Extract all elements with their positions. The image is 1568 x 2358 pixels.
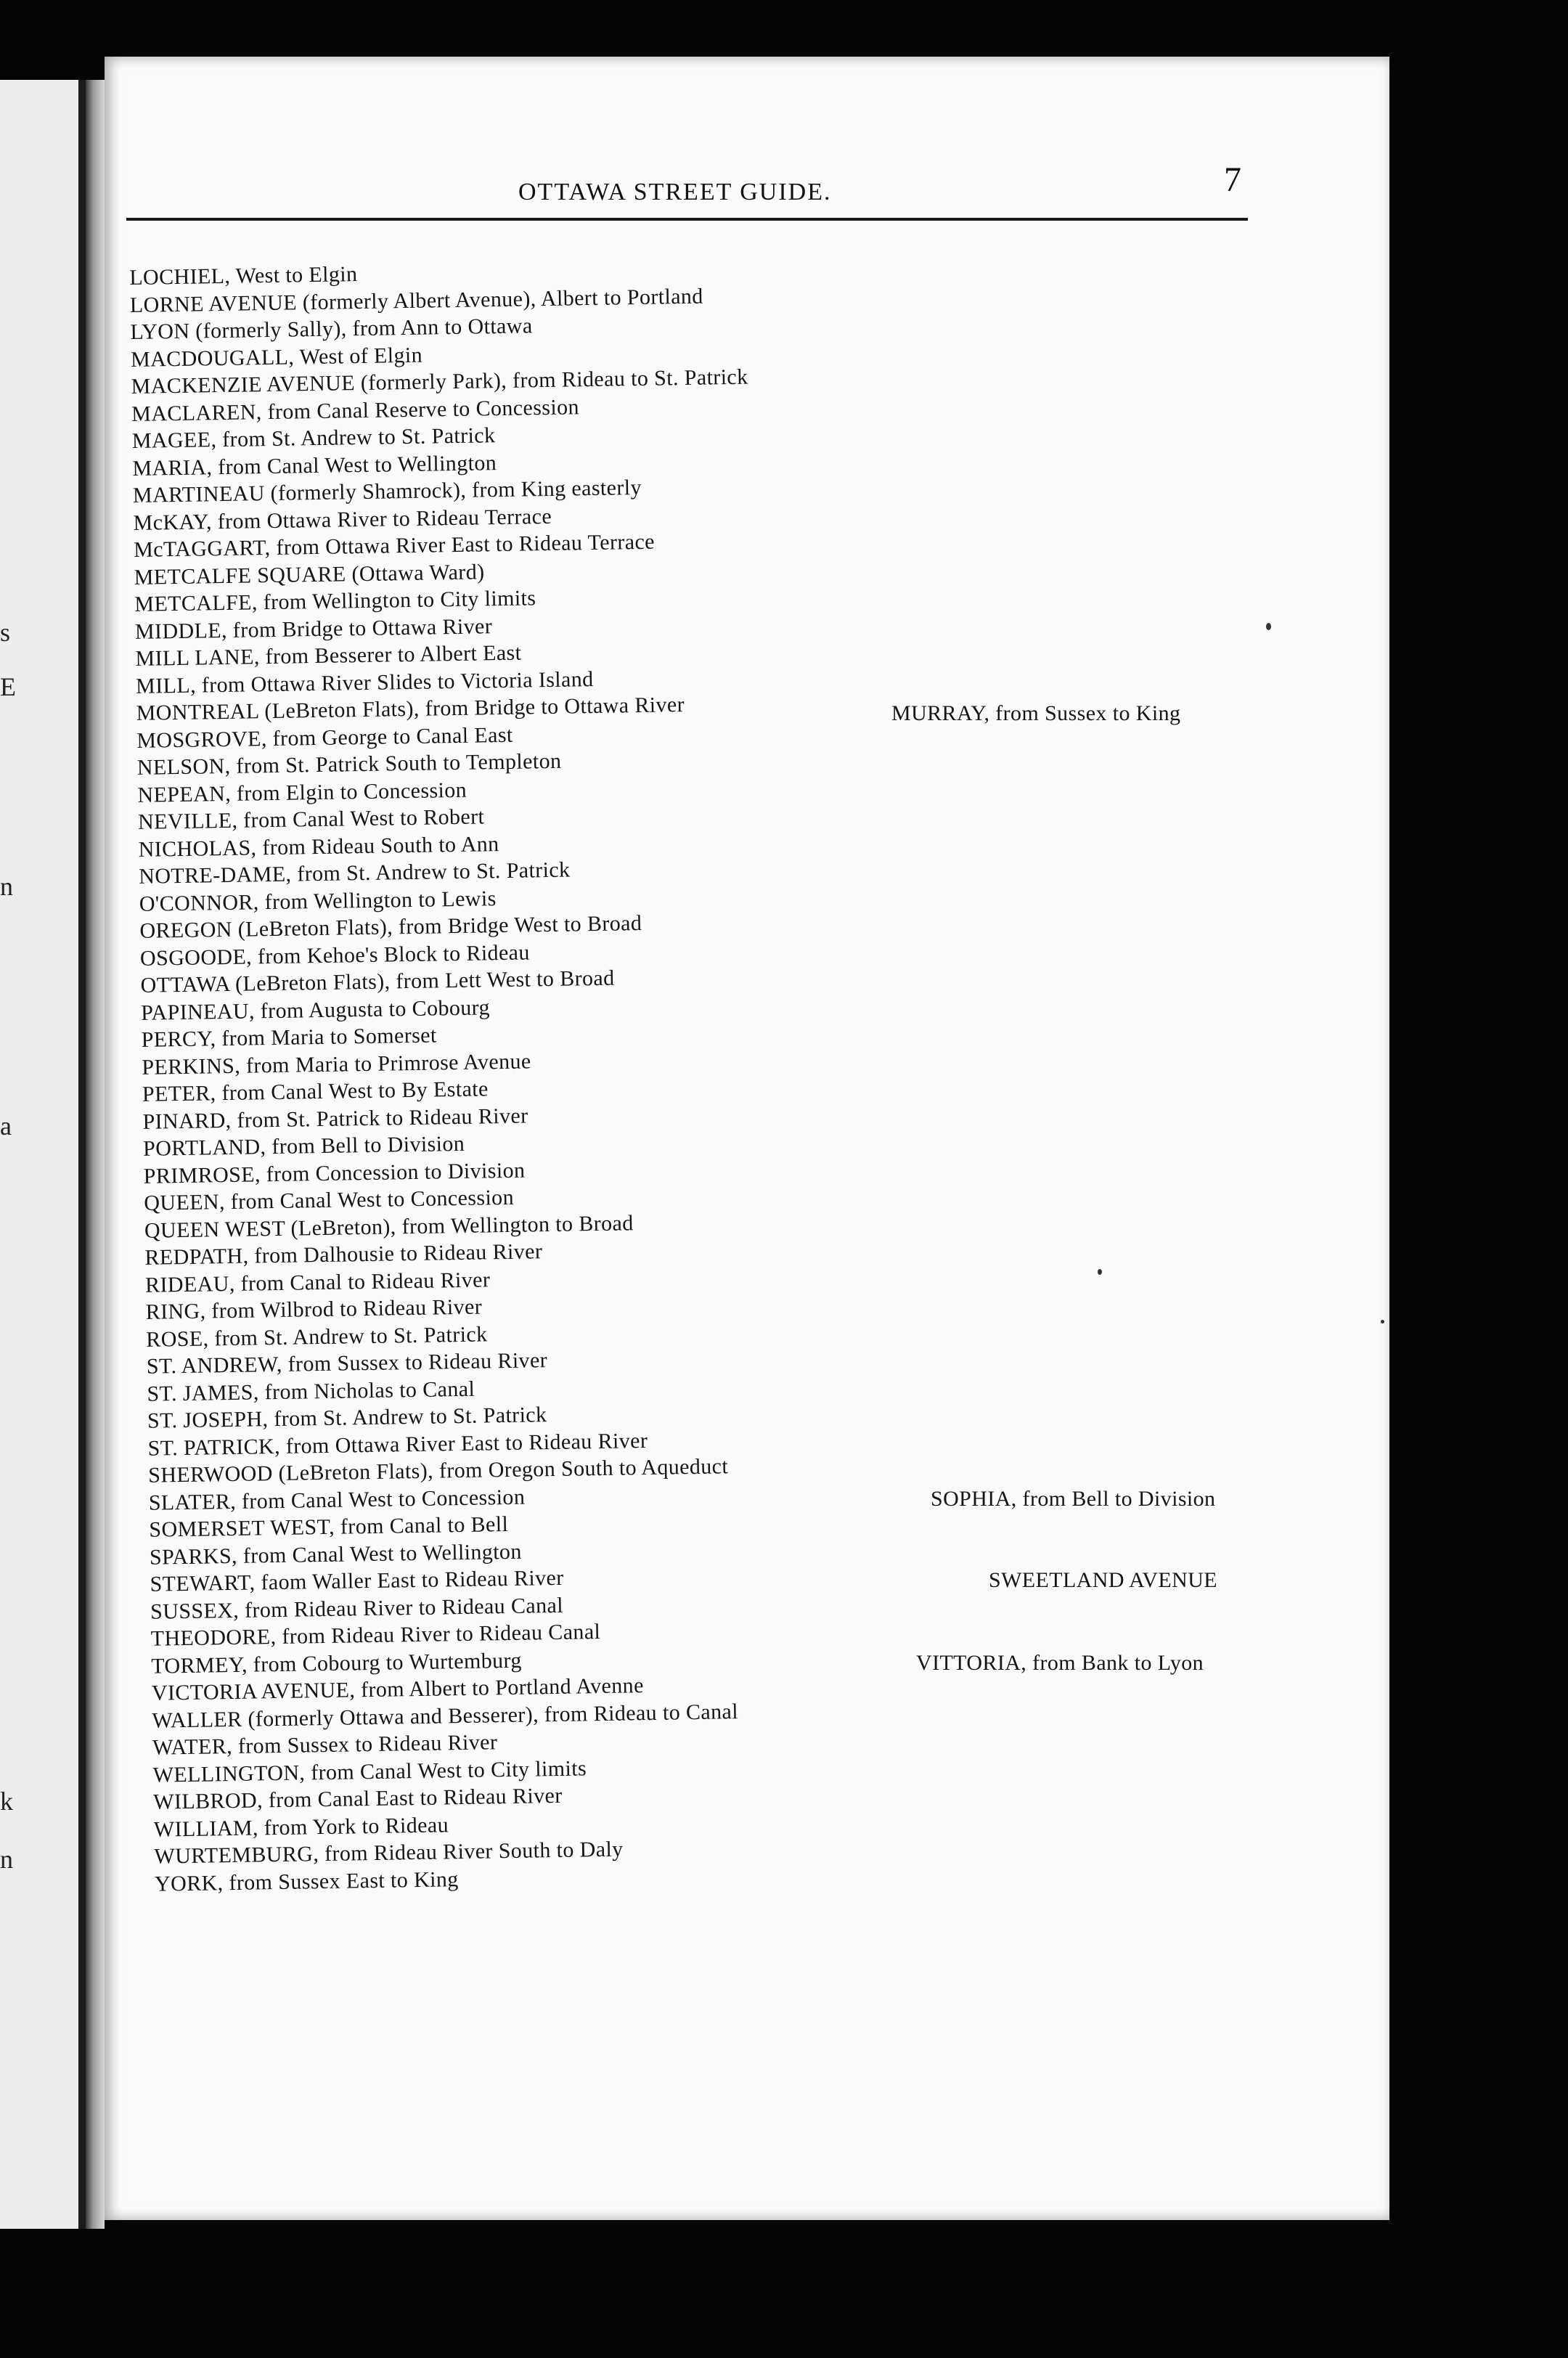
street-entry: PAPINEAU, from Augusta to Cobourg <box>140 995 491 1025</box>
street-entry: ST. ANDREW, from Sussex to Rideau River <box>146 1348 548 1379</box>
street-entry: YORK, from Sussex East to King <box>154 1867 459 1896</box>
street-entry: MOSGROVE, from George to Canal East <box>136 722 513 753</box>
street-entry: LYON (formerly Sally), from Ann to Ottawa <box>130 314 533 344</box>
street-entry: PRIMROSE, from Concession to Division <box>143 1158 526 1188</box>
street-entry: MILL LANE, from Besserer to Albert East <box>135 640 522 671</box>
ink-speck <box>1266 623 1271 630</box>
street-entry: VICTORIA AVENUE, from Albert to Portland Avenne <box>151 1673 645 1705</box>
street-entry: WALLER (formerly Ottawa and Besserer), from Rideau to Canal <box>152 1699 739 1733</box>
street-entry: PINARD, from St. Patrick to Rideau River <box>142 1103 528 1134</box>
street-entry: SOMERSET WEST, from Canal to Bell <box>149 1512 509 1542</box>
street-entry: STEWART, faom Waller East to Rideau River <box>150 1565 564 1596</box>
street-entry: THEODORE, from Rideau River to Rideau Canal <box>150 1620 601 1651</box>
street-entry: METCALFE, from Wellington to City limits <box>134 586 536 616</box>
street-entry: WATER, from Sussex to Rideau River <box>152 1730 498 1760</box>
facing-page-fragment: n <box>0 1845 13 1874</box>
street-entry: MACLAREN, from Canal Reserve to Concession <box>131 394 580 426</box>
facing-page-fragment: n <box>0 872 13 901</box>
street-entry: PERCY, from Maria to Somerset <box>141 1023 437 1052</box>
street-entry: WILLIAM, from York to Rideau <box>153 1812 449 1842</box>
street-entry: O'CONNOR, from Wellington to Lewis <box>139 886 497 916</box>
street-entry: ST. JAMES, from Nicholas to Canal <box>147 1376 475 1406</box>
street-entry: REDPATH, from Dalhousie to Rideau River <box>144 1239 543 1270</box>
street-entry: MIDDLE, from Bridge to Ottawa River <box>134 613 493 644</box>
street-entry: SPARKS, from Canal West to Wellington <box>149 1539 522 1570</box>
side-entry-sweetland: SWEETLAND AVENUE <box>989 1568 1217 1592</box>
street-entry: ST. PATRICK, from Ottawa River East to Rideau River <box>147 1428 648 1461</box>
facing-page-fragment: a <box>0 1111 12 1141</box>
document-page <box>105 57 1389 2220</box>
street-entry: MILL, from Ottawa River Slides to Victoria Island <box>135 666 594 698</box>
ink-speck <box>1098 1269 1102 1275</box>
street-entry: TORMEY, from Cobourg to Wurtemburg <box>151 1648 522 1678</box>
street-entry: PERKINS, from Maria to Primrose Avenue <box>142 1048 531 1080</box>
facing-page-fragment: E <box>0 672 16 701</box>
street-entry: WILBROD, from Canal East to Rideau River <box>153 1783 563 1814</box>
street-entry: WURTEMBURG, from Rideau River South to Daly <box>154 1837 624 1869</box>
facing-page-fragment: s <box>0 618 11 647</box>
street-entry: MARIA, from Canal West to Wellington <box>132 450 497 481</box>
street-entry: NEVILLE, from Canal West to Robert <box>137 804 485 834</box>
street-entry: LOCHIEL, West to Elgin <box>129 262 358 290</box>
street-entry: METCALFE SQUARE (Ottawa Ward) <box>134 559 485 590</box>
ink-speck <box>1381 1320 1384 1323</box>
street-entry: MARTINEAU (formerly Shamrock), from King easterly <box>132 475 642 507</box>
street-entry: ROSE, from St. Andrew to St. Patrick <box>146 1321 488 1352</box>
street-entry: MACDOUGALL, West of Elgin <box>130 343 423 372</box>
street-entry: RIDEAU, from Canal to Rideau River <box>144 1267 491 1297</box>
facing-page-fragment: k <box>0 1787 13 1816</box>
street-entry: OTTAWA (LeBreton Flats), from Lett West to Broad <box>140 966 615 998</box>
header-rule <box>126 218 1248 221</box>
street-entry: NELSON, from St. Patrick South to Templeton <box>136 748 562 780</box>
side-entry-vittoria: VITTORIA, from Bank to Lyon <box>916 1651 1204 1675</box>
street-entry: SUSSEX, from Rideau River to Rideau Canal <box>150 1593 564 1624</box>
side-entry-murray: MURRAY, from Sussex to King <box>891 701 1181 725</box>
street-entry: PETER, from Canal West to By Estate <box>142 1077 489 1106</box>
running-header-title: OTTAWA STREET GUIDE. <box>518 179 832 205</box>
street-entry: RING, from Wilbrod to Rideau River <box>145 1294 483 1324</box>
street-entry: McTAGGART, from Ottawa River East to Rideau Terrace <box>133 529 656 562</box>
street-entry: MACKENZIE AVENUE (formerly Park), from Rideau to St. Patrick <box>131 364 748 399</box>
street-entry: MAGEE, from St. Andrew to St. Patrick <box>131 423 496 453</box>
street-entry: McKAY, from Ottawa River to Rideau Terrace <box>133 504 552 535</box>
street-entry: WELLINGTON, from Canal West to City limits <box>152 1755 587 1787</box>
street-entry: OREGON (LeBreton Flats), from Bridge West to Broad <box>139 911 642 943</box>
street-entry: SHERWOOD (LeBreton Flats), from Oregon South to Aqueduct <box>147 1454 729 1488</box>
side-entry-sophia: SOPHIA, from Bell to Division <box>931 1487 1216 1511</box>
street-entry: ST. JOSEPH, from St. Andrew to St. Patrick <box>147 1403 547 1433</box>
facing-page-edge <box>0 80 86 2229</box>
street-entry: MONTREAL (LeBreton Flats), from Bridge to Ottawa River <box>136 693 685 725</box>
street-entry: LORNE AVENUE (formerly Albert Avenue), Albert to Portland <box>129 284 703 317</box>
street-entry: NOTRE-DAME, from St. Andrew to St. Patrick <box>138 857 571 889</box>
street-entry: PORTLAND, from Bell to Division <box>142 1131 465 1161</box>
page-number: 7 <box>1224 160 1241 199</box>
street-entry: QUEEN, from Canal West to Concession <box>144 1185 515 1215</box>
street-entry-list <box>129 250 1011 1897</box>
street-entry: QUEEN WEST (LeBreton), from Wellington to Broad <box>144 1210 634 1243</box>
street-entry: SLATER, from Canal West to Concession <box>148 1485 526 1515</box>
book-gutter <box>86 80 105 2229</box>
street-entry: OSGOODE, from Kehoe's Block to Rideau <box>139 939 531 971</box>
street-entry: NICHOLAS, from Rideau South to Ann <box>138 831 499 862</box>
street-entry: NEPEAN, from Elgin to Concession <box>137 778 467 807</box>
